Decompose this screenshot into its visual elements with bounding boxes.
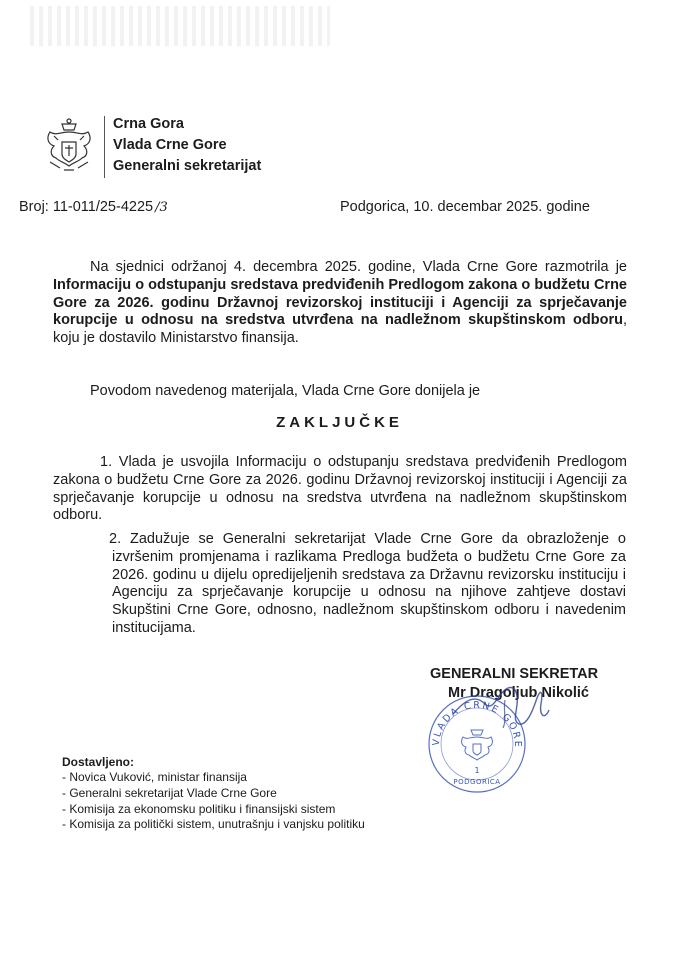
conclusions-heading: ZAKLJUČKE (276, 414, 403, 431)
list-item: - Novica Vuković, ministar finansija (62, 770, 247, 784)
conclusion-1: 1. Vlada je usvojila Informaciju o odstupanju sredstava predviđenih Predlogom zakona o budžetu Crne Gore za 2026. godinu Državnoj revizorskoj instituciji i Agenciji za sprječavanje korupcije u odnosu na sredstva utvrđena na nadležnom skupštinskom odboru. (53, 454, 627, 524)
place-date: Podgorica, 10. decembar 2025. godine (340, 199, 590, 215)
signature-name: Mr Dragoljub Nikolić (448, 685, 589, 701)
handwritten-suffix: /3 (155, 200, 168, 215)
header-department: Generalni sekretarijat (113, 158, 262, 174)
list-item: - Komisija za politički sistem, unutrašnju i vanjsku politiku (62, 817, 365, 832)
list-item: - Komisija za ekonomsku politiku i finansijski sistem (62, 801, 336, 816)
intro-text-1: Na sjednici održanoj 4. decembra 2025. godine, Vlada Crne Gore razmotrila je (90, 259, 627, 275)
stamp-top-path: VLADA CRNE GORE (430, 699, 524, 750)
stamp-city: PODGORICA (453, 778, 501, 786)
intro-bold-subject: Informaciju o odstupanju sredstava predviđenih Predlogom zakona o budžetu Crne Gore za 2026. godinu Državnoj revizorskoj instituciji i Agenciji za sprječavanje korupcije u odnosu na sredstva utvrđena na nadležnom skupštinskom odboru (53, 276, 627, 329)
intro-second-line: Povodom navedenog materijala, Vlada Crne Gore donijela je (90, 383, 481, 399)
distribution-list (62, 770, 365, 833)
bleed-through-shadow (30, 6, 330, 46)
intro-paragraph (53, 259, 627, 348)
list-item: - Generalni sekretarijat Vlade Crne Gore (62, 785, 277, 800)
stamp-number: 1 (474, 766, 480, 775)
conclusion-2: 2. Zadužuje se Generalni sekretarijat Vlade Crne Gore da obrazloženje o izvršenim promjenama i razlikama Predloga budžeta o budžetu Crne Gore za 2026. godinu u dijelu opredijeljenih sredstava za Državnu revizorsku instituciju i Agenciju za sprječavanje korupcije u odnosu na njihove zahtjeve dostavi Skupštini Crne Gore, odnosno, nadležnom skupštinskom odboru i navedenim institucijama. (109, 531, 626, 636)
handwritten-signature-icon (445, 680, 555, 730)
coat-of-arms-icon (40, 118, 98, 178)
intro-text-2: , koju je dostavilo Ministarstvo finansija. (53, 312, 627, 347)
reference-number (19, 199, 168, 215)
header-country: Crna Gora (113, 116, 184, 132)
stamp-emblem-icon (462, 730, 493, 760)
reference-number-text: Broj: 11-011/25-4225 (19, 199, 154, 215)
header-government: Vlada Crne Gore (113, 137, 227, 153)
distribution-title: Dostavljeno: (62, 755, 135, 769)
signature-title: GENERALNI SEKRETAR (430, 666, 599, 682)
header-divider (104, 116, 105, 178)
